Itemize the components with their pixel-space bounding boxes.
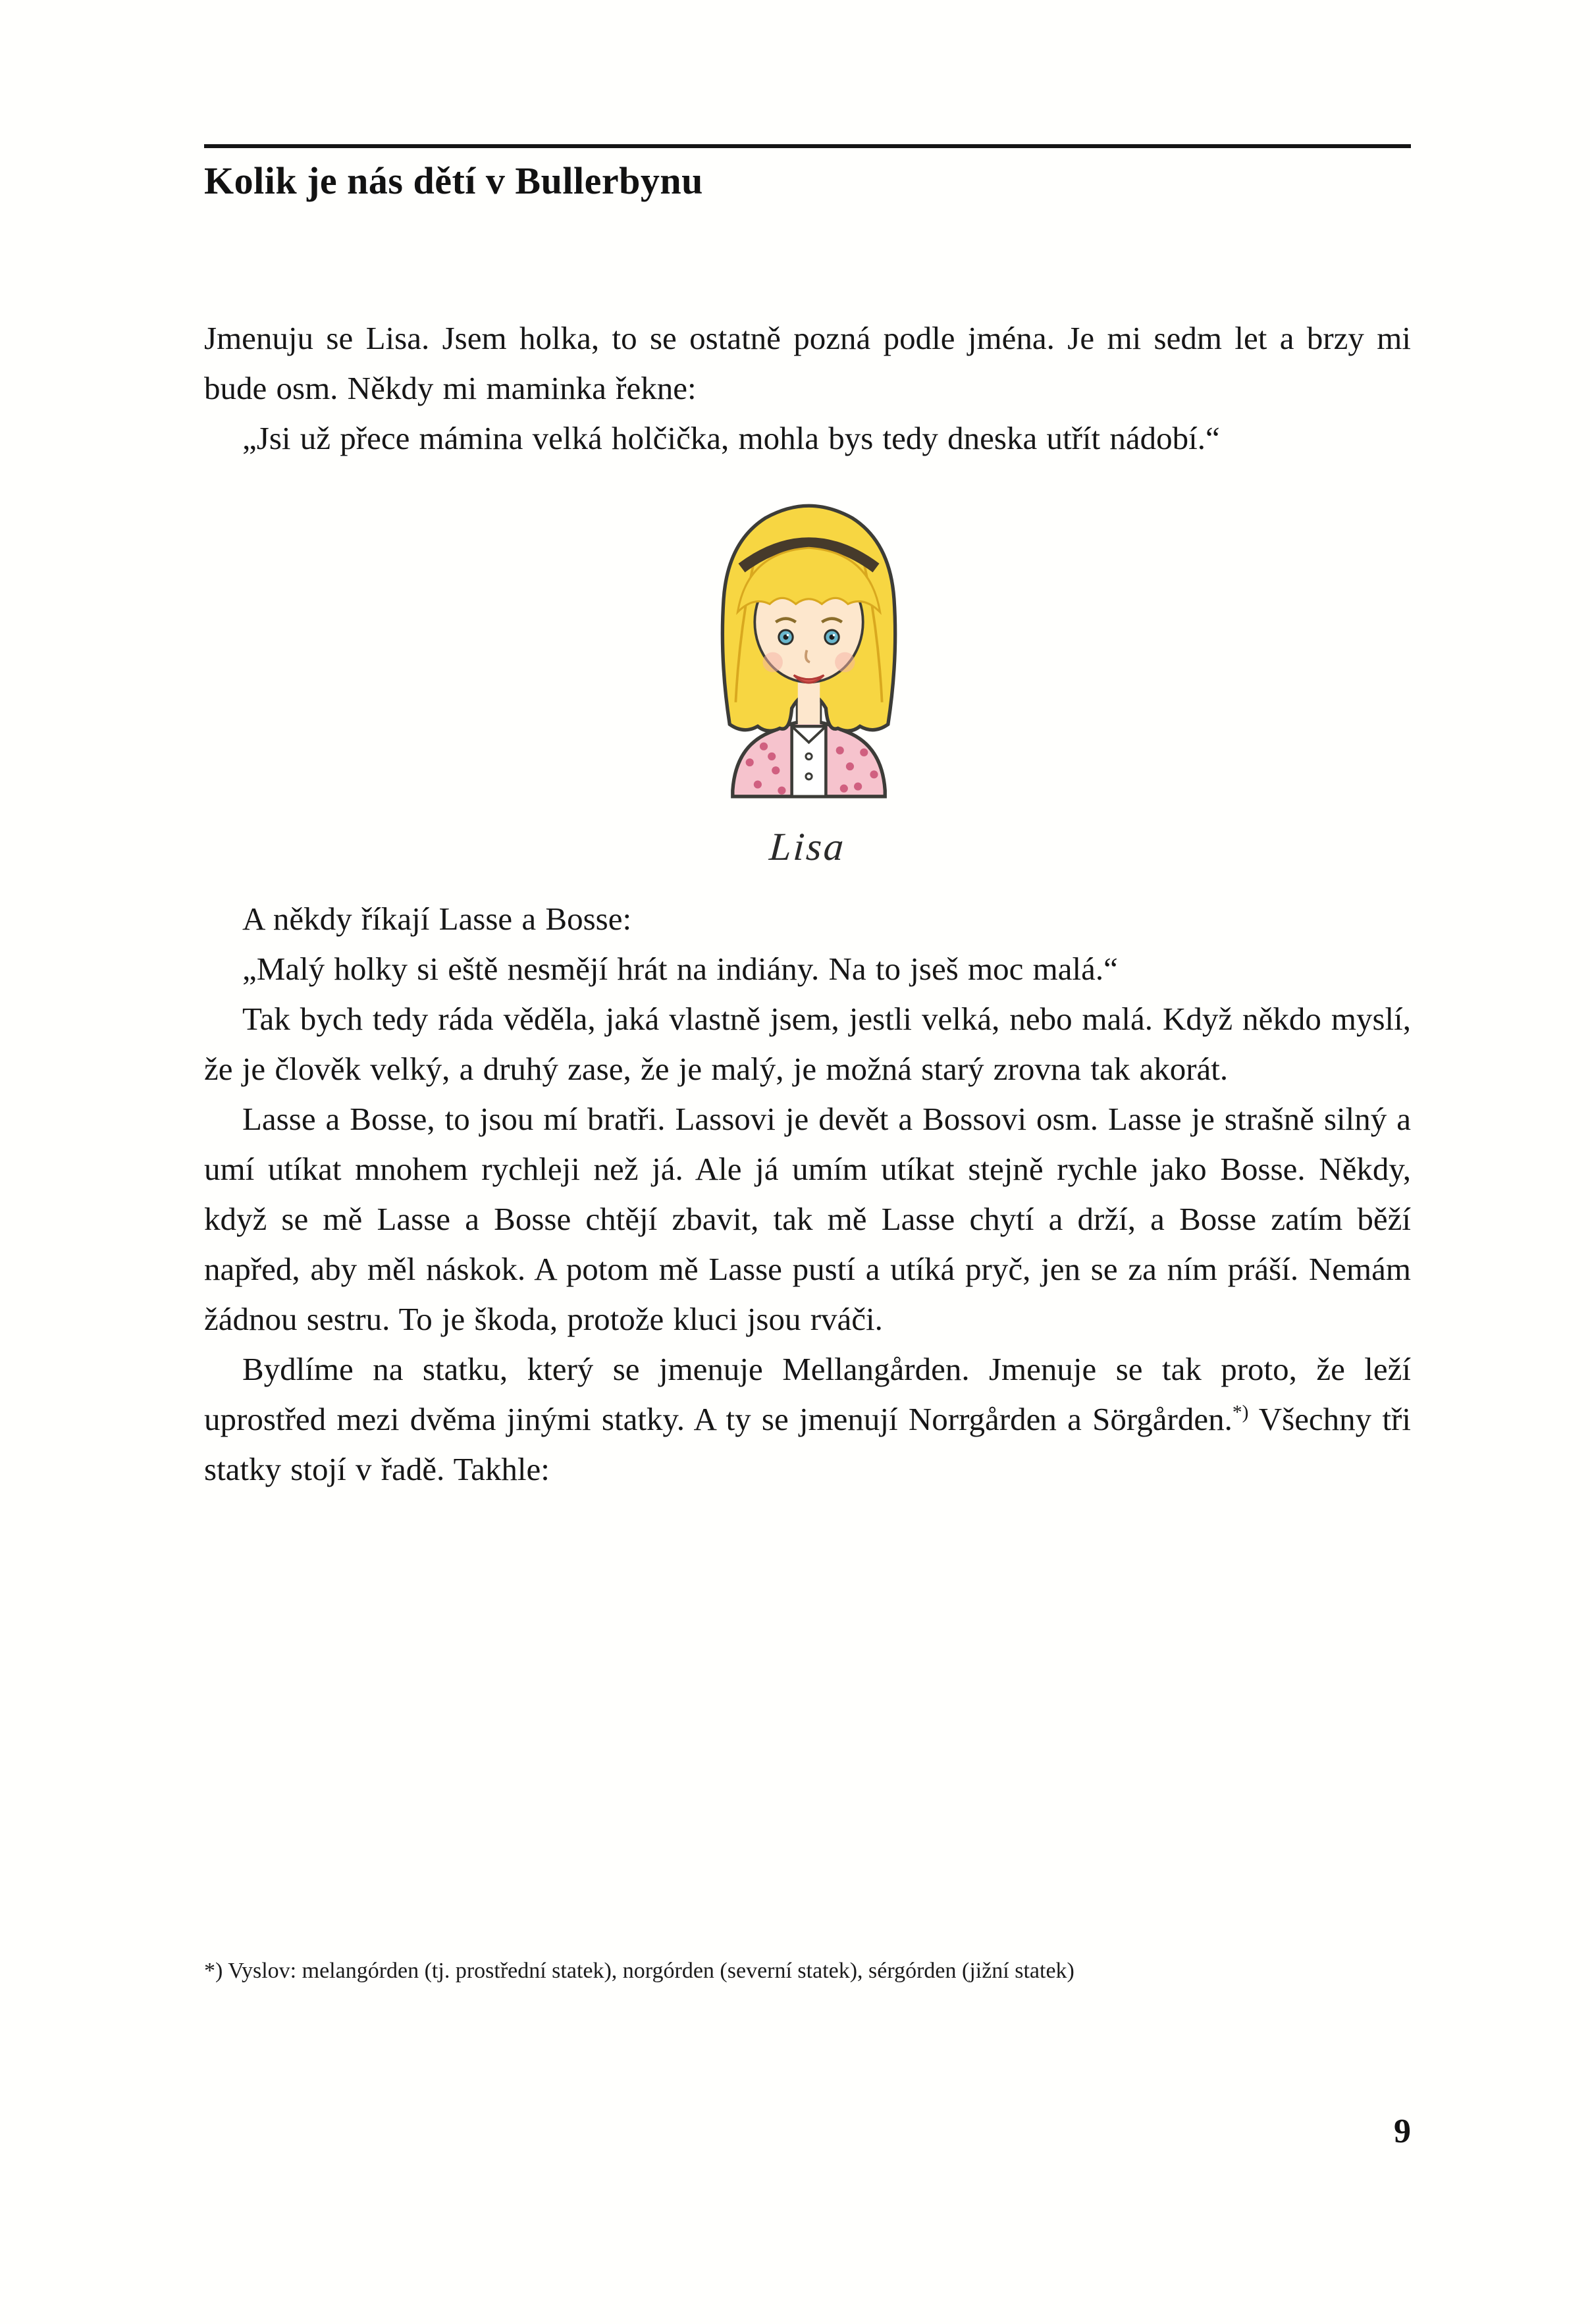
paragraph-5: Tak bych tedy ráda věděla, jaká vlastně jsem, jestli velká, nebo malá. Když někdo myslí, že je člověk velký, a druhý zase, že je malý, je možná starý zrovna tak akorát. [204, 1001, 1411, 1087]
page-content [204, 0, 1411, 1494]
footnote-marker: *) [1232, 1402, 1249, 1423]
paragraph-4: „Malý holky si eště nesmějí hrát na indiány. Na to jseš moc malá.“ [242, 951, 1118, 987]
footnote: *) Vyslov: melangórden (tj. prostřední statek), norgórden (severní statek), sérgórden (jižní statek) [204, 1959, 1074, 1983]
body-text [204, 313, 1411, 1494]
paragraph-3: A někdy říkají Lasse a Bosse: [242, 901, 632, 937]
page-number: 9 [1394, 2113, 1411, 2150]
paragraph-7-text: Bydlíme na statku, který se jmenuje Mellangården. Jmenuje se tak proto, že leží uprostřed mezi dvěma jinými statky. A ty se jmenují Norrgården a Sörgården. [204, 1351, 1411, 1437]
illustration-caption: Lisa [768, 825, 847, 868]
paragraph-7 [204, 1344, 1411, 1494]
cheek [835, 652, 855, 672]
neck-front [797, 680, 819, 724]
lisa-illustration [204, 494, 1411, 872]
chapter-title: Kolik je nás dětí v Bullerbynu [204, 159, 703, 202]
girl-portrait-drawing [677, 494, 938, 805]
paragraph-7-continued: Všechny tři statky stojí v řadě. Takhle: [204, 1401, 1411, 1487]
cheek [762, 652, 782, 672]
chapter-rule [204, 144, 1411, 148]
paragraph-6: Lasse a Bosse, to jsou mí bratři. Lassovi je devět a Bossovi osm. Lasse je strašně silný a umí utíkat mnohem rychleji než já. Ale já umím utíkat stejně rychle jako Bosse. Někdy, když se mě Lasse a Bosse chtějí zbavit, tak mě Lasse chytí a drží, a Bosse zatím běží napřed, aby měl náskok. A potom mě Lasse pustí a utíká pryč, jen se za ním práší. Nemám žádnou sestru. To je škoda, protože kluci jsou rváči. [204, 1101, 1411, 1337]
paragraph-1: Jmenuju se Lisa. Jsem holka, to se ostatně pozná podle jména. Je mi sedm let a brzy mi bude osm. Někdy mi maminka řekne: [204, 320, 1411, 406]
blouse-bib [791, 726, 826, 797]
paragraph-2: „Jsi už přece mámina velká holčička, mohla bys tedy dneska utřít nádobí.“ [242, 420, 1220, 456]
